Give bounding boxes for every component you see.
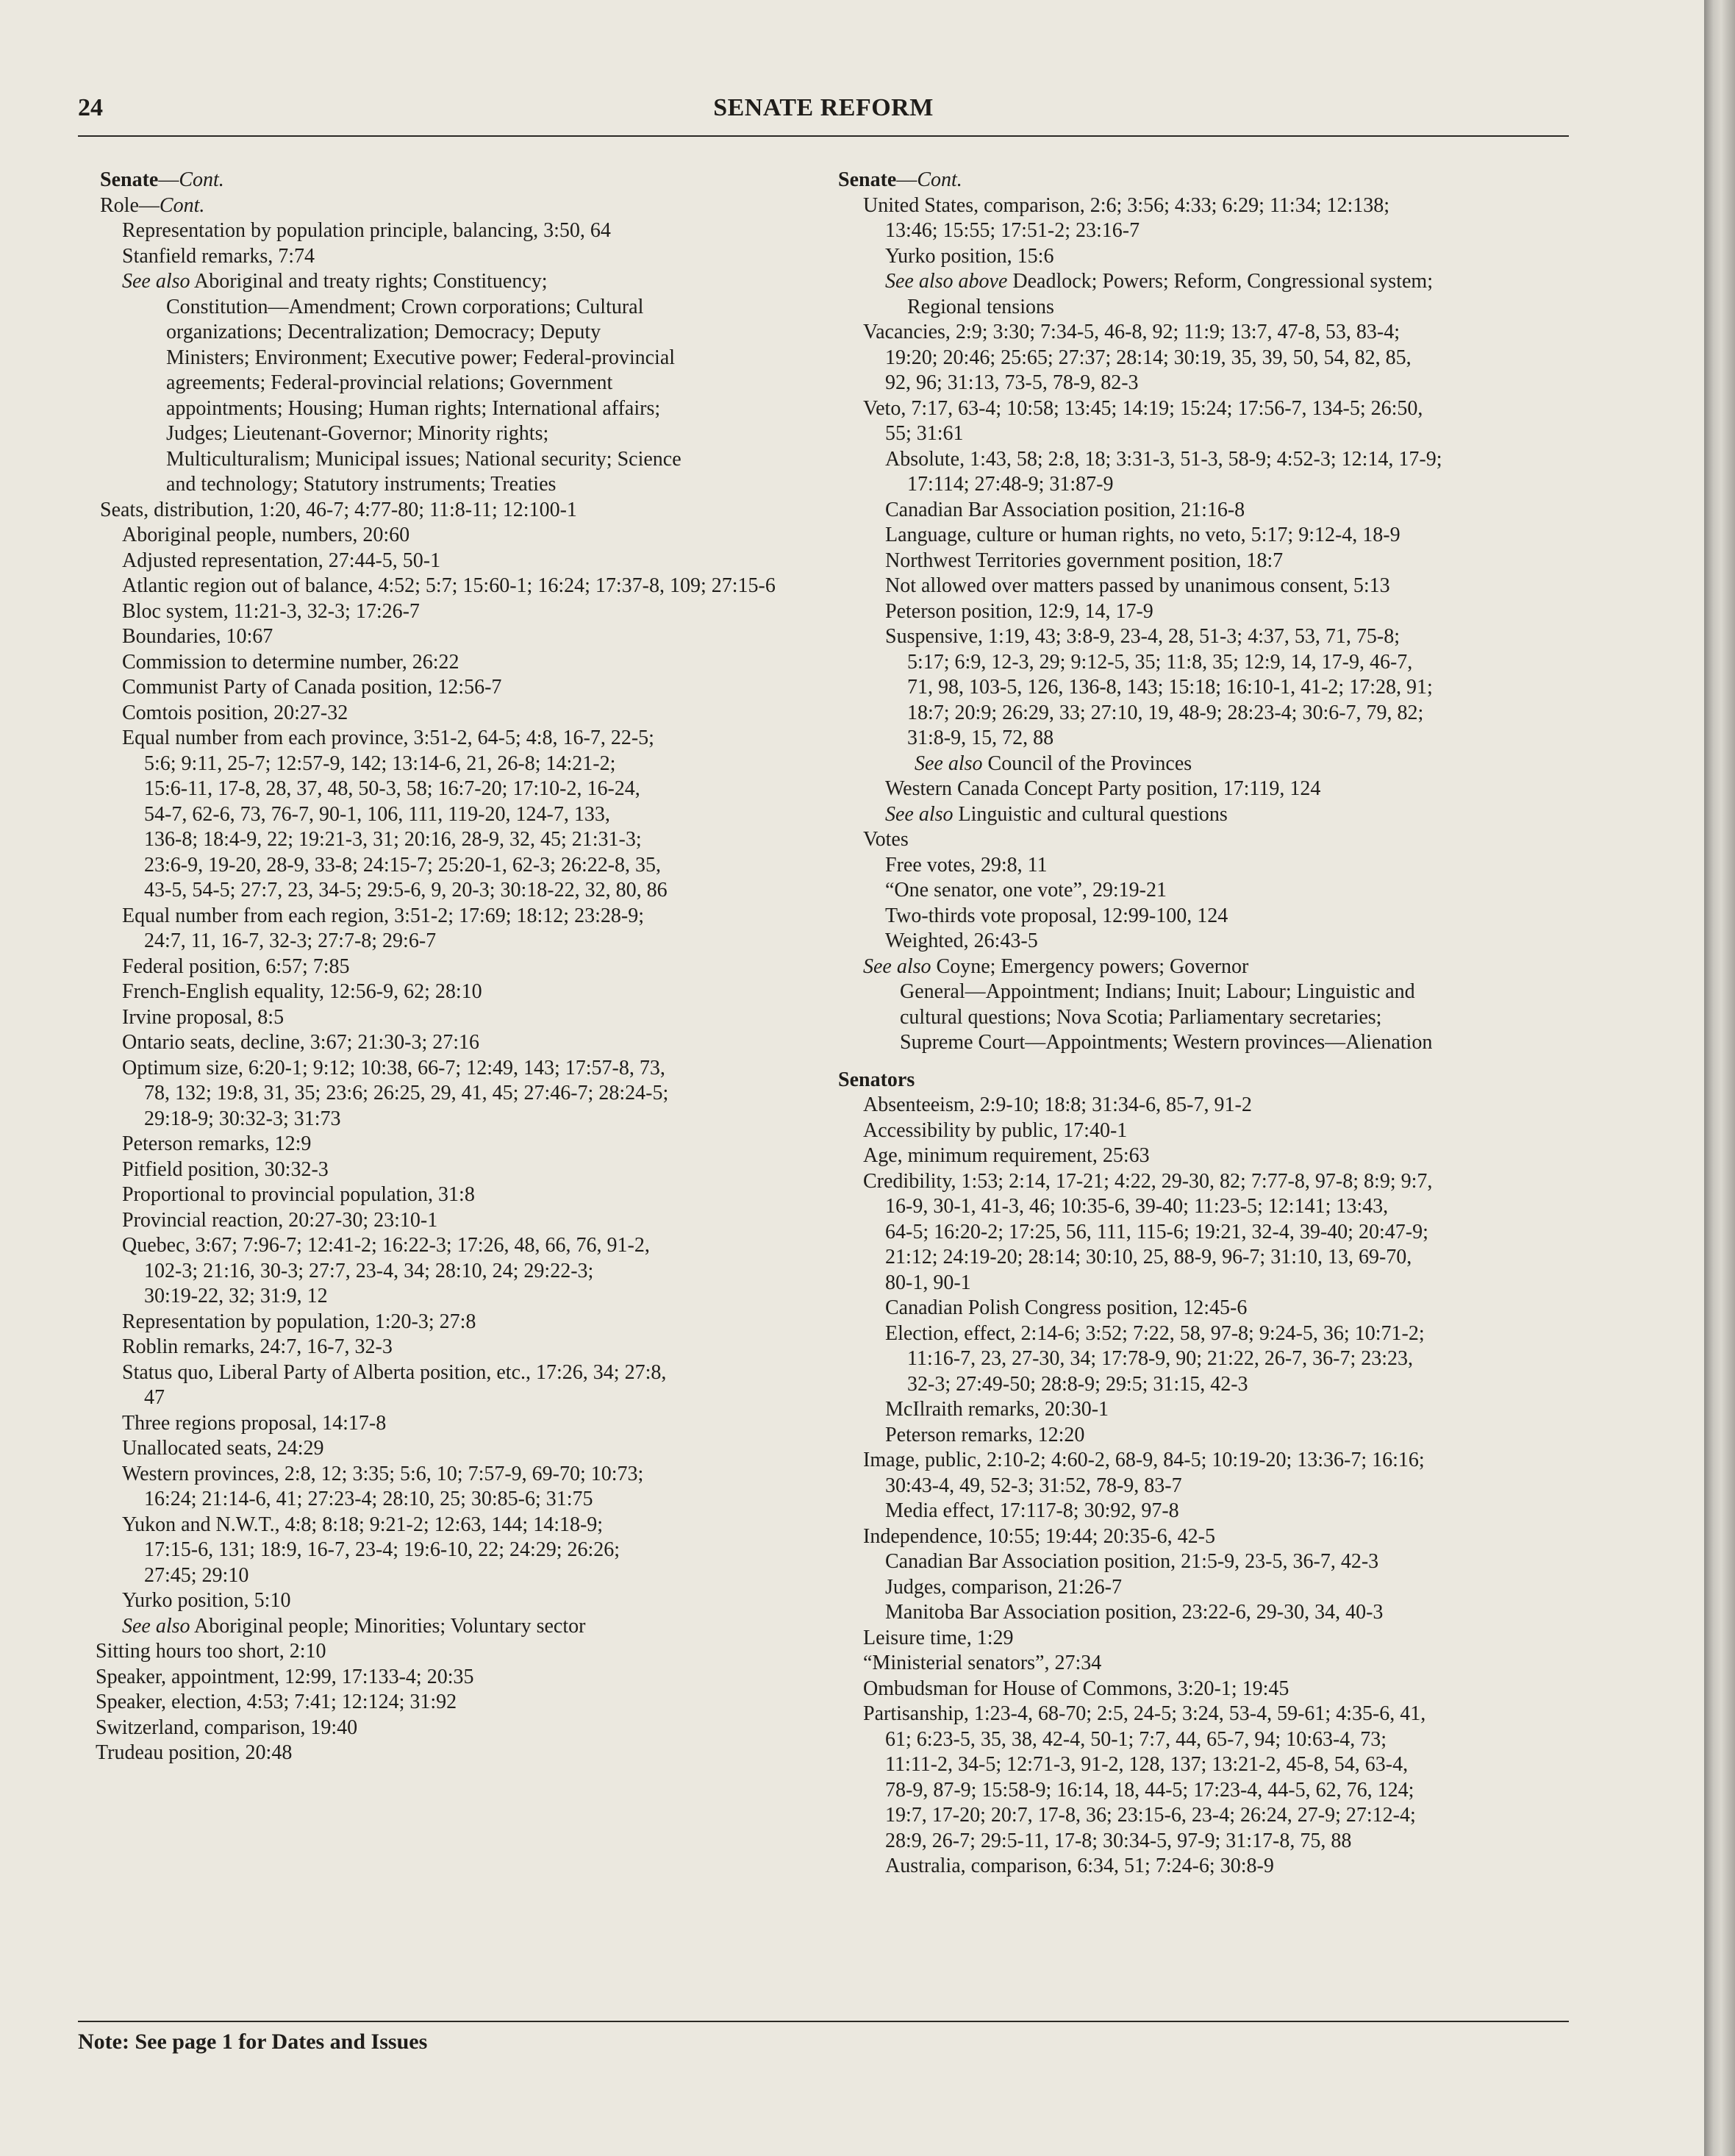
- index-entry: [838, 421, 1581, 447]
- index-text: Vacancies, 2:9; 3:30; 7:34-5, 46-8, 92; 11:9; 13:7, 47-8, 53, 83-4;: [863, 321, 1400, 343]
- index-column-left: [78, 168, 798, 1766]
- index-text: appointments; Housing; Human rights; International affairs;: [166, 396, 661, 420]
- index-italic-text: See also: [122, 1614, 190, 1638]
- index-text: Adjusted representation, 27:44-5, 50-1: [122, 549, 441, 572]
- index-entry: [838, 726, 1581, 752]
- index-entry: [78, 1157, 798, 1183]
- index-heading: Senators: [838, 1068, 915, 1091]
- index-entry: [78, 929, 798, 954]
- index-text: Unallocated seats, 24:29: [122, 1437, 324, 1460]
- index-text: Suspensive, 1:19, 43; 3:8-9, 23-4, 28, 51-3; 4:37, 53, 71, 75-8;: [885, 625, 1400, 648]
- index-italic-text: See also: [915, 752, 983, 775]
- index-text: Ombudsman for House of Commons, 3:20-1; 19:45: [863, 1677, 1289, 1700]
- index-entry: [838, 1651, 1581, 1677]
- index-entry: [78, 1360, 798, 1386]
- index-entry: [78, 1639, 798, 1665]
- index-italic-text: See also: [885, 802, 954, 826]
- index-entry: [838, 675, 1581, 701]
- index-entry: [78, 1030, 798, 1056]
- index-entry: [78, 421, 798, 447]
- index-text: Multiculturalism; Municipal issues; National security; Science: [166, 447, 682, 471]
- index-text: 16-9, 30-1, 41-3, 46; 10:35-6, 39-40; 11:23-5; 12:141; 13:43,: [885, 1195, 1389, 1218]
- index-text: 19:20; 20:46; 25:65; 27:37; 28:14; 30:19, 35, 39, 50, 54, 82, 85,: [885, 346, 1412, 369]
- index-entry: [78, 802, 798, 828]
- index-entry: [838, 929, 1581, 954]
- index-entry: [78, 624, 798, 650]
- index-text: United States, comparison, 2:6; 3:56; 4:33; 6:29; 11:34; 12:138;: [863, 193, 1390, 217]
- index-text: Ministers; Environment; Executive power; Federal-provincial: [166, 346, 676, 369]
- index-text: Equal number from each region, 3:51-2; 17:69; 18:12; 23:28-9;: [122, 904, 644, 927]
- index-entry: [838, 498, 1581, 524]
- index-entry: [838, 1169, 1581, 1195]
- index-entry: [78, 853, 798, 879]
- index-text: Credibility, 1:53; 2:14, 17-21; 4:22, 29-30, 82; 7:77-8, 97-8; 8:9; 9:7,: [863, 1169, 1433, 1193]
- index-text: Aboriginal people; Minorities; Voluntary sector: [190, 1614, 586, 1638]
- index-text: Constitution—Amendment; Crown corporations; Cultural: [166, 295, 644, 318]
- index-text: General—Appointment; Indians; Inuit; Labour; Linguistic and: [900, 980, 1415, 1003]
- index-text: Yurko position, 5:10: [122, 1589, 291, 1612]
- index-text: Council of the Provinces: [982, 752, 1192, 775]
- index-text: Australia, comparison, 6:34, 51; 7:24-6; 30:8-9: [885, 1855, 1274, 1877]
- index-text: Regional tensions: [907, 295, 1054, 318]
- index-text: Ontario seats, decline, 3:67; 21:30-3; 27:16: [122, 1031, 480, 1054]
- index-entry: [78, 1741, 798, 1766]
- index-text: McIlraith remarks, 20:30-1: [885, 1398, 1109, 1421]
- index-text: Status quo, Liberal Party of Alberta position, etc., 17:26, 34; 27:8,: [122, 1360, 667, 1384]
- index-entry: [838, 1499, 1581, 1524]
- index-text: 43-5, 54-5; 27:7, 23, 34-5; 29:5-6, 9, 20-3; 30:18-22, 32, 80, 86: [144, 879, 668, 902]
- index-text: Yurko position, 15:6: [885, 244, 1054, 268]
- index-entry: [838, 523, 1581, 549]
- index-entry: [838, 979, 1581, 1005]
- index-text: Absenteeism, 2:9-10; 18:8; 31:34-6, 85-7, 91-2: [863, 1093, 1252, 1116]
- index-entry: [78, 1563, 798, 1589]
- index-text: Atlantic region out of balance, 4:52; 5:7; 15:60-1; 16:24; 17:37-8, 109; 27:15-6: [122, 574, 776, 597]
- page-number: 24: [78, 94, 103, 121]
- index-text: Role—: [100, 193, 160, 217]
- index-entry: [838, 650, 1581, 676]
- index-text: Linguistic and cultural questions: [953, 802, 1228, 826]
- index-entry: [78, 371, 798, 396]
- index-entry: [78, 1005, 798, 1031]
- index-entry: [78, 269, 798, 295]
- index-entry: [78, 168, 798, 193]
- index-entry: [838, 447, 1581, 473]
- index-entry: [78, 1614, 798, 1640]
- index-text: organizations; Decentralization; Democracy; Deputy: [166, 321, 601, 343]
- index-text: 16:24; 21:14-6, 41; 27:23-4; 28:10, 25; 30:85-6; 31:75: [144, 1488, 593, 1510]
- index-entry: [838, 1271, 1581, 1296]
- index-entry: [78, 320, 798, 346]
- index-entry: [838, 1829, 1581, 1855]
- index-entry: [838, 295, 1581, 321]
- index-entry: [838, 1220, 1581, 1246]
- index-text: Sitting hours too short, 2:10: [96, 1640, 326, 1663]
- index-entry: [838, 1677, 1581, 1702]
- header-rule: [78, 135, 1569, 137]
- index-text: Peterson position, 12:9, 14, 17-9: [885, 599, 1153, 623]
- index-text: Accessibility by public, 17:40-1: [863, 1118, 1128, 1142]
- index-entry: [78, 396, 798, 422]
- index-text: Free votes, 29:8, 11: [885, 853, 1048, 877]
- index-entry: [78, 904, 798, 929]
- index-text: 80-1, 90-1: [885, 1271, 971, 1294]
- index-entry: [78, 827, 798, 853]
- index-text: Roblin remarks, 24:7, 16-7, 32-3: [122, 1335, 393, 1358]
- index-entry: [838, 320, 1581, 346]
- index-entry: [838, 1245, 1581, 1271]
- index-text: 13:46; 15:55; 17:51-2; 23:16-7: [885, 219, 1140, 242]
- index-entry: [838, 827, 1581, 853]
- index-text: Speaker, election, 4:53; 7:41; 12:124; 31:92: [96, 1691, 457, 1713]
- index-text: Commission to determine number, 26:22: [122, 650, 459, 674]
- index-text: 55; 31:61: [885, 422, 964, 445]
- index-entry: [838, 1626, 1581, 1652]
- index-entry: [838, 853, 1581, 879]
- index-entry: [838, 878, 1581, 904]
- index-entry: [838, 1068, 1581, 1093]
- index-entry: [78, 1208, 798, 1234]
- index-text: Yukon and N.W.T., 4:8; 8:18; 9:21-2; 12:63, 144; 14:18-9;: [122, 1513, 604, 1536]
- index-text: 5:6; 9:11, 25-7; 12:57-9, 142; 13:14-6, 21, 26-8; 14:21-2;: [144, 752, 616, 775]
- index-text: 23:6-9, 19-20, 28-9, 33-8; 24:15-7; 25:20-1, 62-3; 26:22-8, 35,: [144, 853, 662, 877]
- index-entry: [838, 1600, 1581, 1626]
- index-text: 17:15-6, 131; 18:9, 16-7, 23-4; 19:6-10, 22; 24:29; 26:26;: [144, 1538, 620, 1561]
- footer-rule: [78, 2021, 1569, 2022]
- index-text: Two-thirds vote proposal, 12:99-100, 124: [885, 904, 1228, 927]
- index-entry: [838, 1854, 1581, 1880]
- index-entry: [838, 269, 1581, 295]
- index-entry: [838, 802, 1581, 828]
- index-entry: [78, 1182, 798, 1208]
- index-text: 30:43-4, 49, 52-3; 31:52, 78-9, 83-7: [885, 1474, 1182, 1497]
- index-entry: [78, 1513, 798, 1538]
- index-text: Peterson remarks, 12:9: [122, 1132, 312, 1155]
- index-entry: [78, 752, 798, 777]
- index-entry: [838, 1030, 1581, 1056]
- index-text: Election, effect, 2:14-6; 3:52; 7:22, 58, 97-8; 9:24-5, 36; 10:71-2;: [885, 1321, 1425, 1345]
- index-text: 11:11-2, 34-5; 12:71-3, 91-2, 128, 137; 13:21-2, 45-8, 54, 63-4,: [885, 1753, 1409, 1776]
- index-text: 21:12; 24:19-20; 28:14; 30:10, 25, 88-9, 96-7; 31:10, 13, 69-70,: [885, 1246, 1412, 1268]
- index-entry: [78, 1132, 798, 1157]
- index-text: Comtois position, 20:27-32: [122, 701, 348, 724]
- index-entry: [838, 1372, 1581, 1398]
- index-text: 136-8; 18:4-9, 22; 19:21-3, 31; 20:16, 28-9, 32, 45; 21:31-3;: [144, 828, 642, 851]
- index-text: and technology; Statutory instruments; Treaties: [166, 473, 557, 496]
- index-entry: [78, 498, 798, 524]
- index-entry: [838, 1549, 1581, 1575]
- index-text: Canadian Polish Congress position, 12:45-6: [885, 1296, 1248, 1319]
- index-text: “One senator, one vote”, 29:19-21: [885, 879, 1167, 902]
- index-text: Judges; Lieutenant-Governor; Minority rights;: [166, 422, 549, 445]
- index-entry: [838, 346, 1581, 371]
- index-text: Representation by population principle, balancing, 3:50, 64: [122, 219, 611, 242]
- page-title: SENATE REFORM: [713, 94, 934, 121]
- index-italic-text: Cont.: [917, 168, 962, 191]
- index-entry: [78, 549, 798, 574]
- index-text: Federal position, 6:57; 7:85: [122, 954, 350, 978]
- index-text: 30:19-22, 32; 31:9, 12: [144, 1285, 328, 1307]
- index-entry: [838, 1752, 1581, 1778]
- index-entry: [78, 599, 798, 625]
- index-text: Aboriginal people, numbers, 20:60: [122, 524, 410, 546]
- index-text: Three regions proposal, 14:17-8: [122, 1411, 387, 1435]
- index-text: Irvine proposal, 8:5: [122, 1005, 285, 1029]
- index-italic-text: Cont.: [179, 168, 224, 191]
- index-entry: [838, 624, 1581, 650]
- index-entry: [838, 1778, 1581, 1804]
- index-text: 31:8-9, 15, 72, 88: [907, 727, 1054, 749]
- index-text: Bloc system, 11:21-3, 32-3; 17:26-7: [122, 599, 420, 623]
- index-italic-text: Cont.: [159, 193, 205, 217]
- index-entry: [838, 701, 1581, 727]
- index-text: Peterson remarks, 12:20: [885, 1423, 1085, 1446]
- index-entry: [78, 193, 798, 219]
- index-text: Independence, 10:55; 19:44; 20:35-6, 42-5: [863, 1524, 1216, 1548]
- index-entry: [838, 1346, 1581, 1372]
- index-text: 61; 6:23-5, 35, 38, 42-4, 50-1; 7:7, 44, 65-7, 94; 10:63-4, 73;: [885, 1727, 1387, 1751]
- index-entry: [78, 701, 798, 727]
- index-entry: [78, 675, 798, 701]
- index-text: Pitfield position, 30:32-3: [122, 1157, 329, 1181]
- index-entry: [838, 1397, 1581, 1423]
- index-heading: Senate: [838, 168, 897, 191]
- index-italic-text: See also: [122, 270, 190, 293]
- index-text: 11:16-7, 23, 27-30, 34; 17:78-9, 90; 21:22, 26-7, 36-7; 23:23,: [907, 1347, 1414, 1370]
- index-text: Image, public, 2:10-2; 4:60-2, 68-9, 84-5; 10:19-20; 13:36-7; 16:16;: [863, 1449, 1425, 1471]
- index-text: 78, 132; 19:8, 31, 35; 23:6; 26:25, 29, 41, 45; 27:46-7; 28:24-5;: [144, 1082, 669, 1104]
- index-text: Weighted, 26:43-5: [885, 929, 1038, 952]
- index-text: 47: [144, 1386, 165, 1409]
- index-text: Quebec, 3:67; 7:96-7; 12:41-2; 16:22-3; 17:26, 48, 66, 76, 91-2,: [122, 1234, 650, 1257]
- index-entry: [838, 193, 1581, 219]
- index-column-right: [838, 168, 1581, 1880]
- index-entry: [838, 752, 1581, 777]
- index-text: Media effect, 17:117-8; 30:92, 97-8: [885, 1499, 1179, 1522]
- index-text: Representation by population, 1:20-3; 27:8: [122, 1310, 476, 1333]
- index-text: Communist Party of Canada position, 12:56-7: [122, 676, 502, 699]
- index-entry: [78, 1107, 798, 1132]
- index-text: Coyne; Emergency powers; Governor: [931, 954, 1249, 978]
- index-text: Optimum size, 6:20-1; 9:12; 10:38, 66-7; 12:49, 143; 17:57-8, 73,: [122, 1056, 665, 1079]
- index-entry: [838, 777, 1581, 802]
- index-text: 18:7; 20:9; 26:29, 33; 27:10, 19, 48-9; 28:23-4; 30:6-7, 79, 82;: [907, 701, 1424, 724]
- index-text: 5:17; 6:9, 12-3, 29; 9:12-5, 35; 11:8, 35; 12:9, 14, 17-9, 46-7,: [907, 650, 1413, 674]
- section-gap: [838, 1056, 1581, 1068]
- index-text: Language, culture or human rights, no veto, 5:17; 9:12-4, 18-9: [885, 524, 1400, 546]
- page-edge-shadow: [1704, 0, 1735, 2156]
- index-entry: [78, 244, 798, 270]
- index-entry: [78, 1487, 798, 1513]
- index-entry: [838, 1005, 1581, 1031]
- index-text: Western Canada Concept Party position, 17:119, 124: [885, 777, 1321, 800]
- index-text: Aboriginal and treaty rights; Constituency;: [190, 270, 548, 293]
- index-entry: [838, 954, 1581, 980]
- index-entry: [838, 1321, 1581, 1347]
- index-entry: [78, 523, 798, 549]
- index-entry: [78, 650, 798, 676]
- index-text: Trudeau position, 20:48: [96, 1741, 293, 1764]
- index-text: 92, 96; 31:13, 73-5, 78-9, 82-3: [885, 371, 1139, 394]
- index-entry: [78, 1310, 798, 1335]
- index-entry: [78, 1588, 798, 1614]
- index-text: Switzerland, comparison, 19:40: [96, 1716, 358, 1739]
- index-text: 29:18-9; 30:32-3; 31:73: [144, 1107, 341, 1130]
- index-entry: [838, 1448, 1581, 1474]
- index-entry: [78, 574, 798, 599]
- index-entry: [838, 396, 1581, 422]
- index-entry: [838, 472, 1581, 498]
- index-entry: [78, 979, 798, 1005]
- index-entry: [78, 1716, 798, 1741]
- index-text: Western provinces, 2:8, 12; 3:35; 5:6, 10; 7:57-9, 69-70; 10:73;: [122, 1462, 644, 1485]
- index-entry: [78, 1665, 798, 1691]
- index-text: —: [158, 168, 179, 191]
- index-entry: [838, 371, 1581, 396]
- index-entry: [78, 295, 798, 321]
- index-italic-text: See also above: [885, 270, 1008, 293]
- index-entry: [838, 1727, 1581, 1753]
- index-text: Canadian Bar Association position, 21:16-8: [885, 498, 1245, 521]
- page-header: [78, 94, 1569, 138]
- index-entry: [838, 244, 1581, 270]
- index-text: cultural questions; Nova Scotia; Parliamentary secretaries;: [900, 1005, 1382, 1029]
- index-entry: [78, 1259, 798, 1285]
- index-text: 32-3; 27:49-50; 28:8-9; 29:5; 31:15, 42-3: [907, 1372, 1248, 1396]
- index-text: Equal number from each province, 3:51-2, 64-5; 4:8, 16-7, 22-5;: [122, 727, 654, 749]
- index-entry: [78, 1462, 798, 1488]
- index-text: Manitoba Bar Association position, 23:22-6, 29-30, 34, 40-3: [885, 1601, 1384, 1624]
- index-text: Judges, comparison, 21:26-7: [885, 1575, 1122, 1599]
- index-text: —: [896, 168, 917, 191]
- index-entry: [78, 726, 798, 752]
- index-entry: [838, 1702, 1581, 1727]
- index-entry: [838, 1296, 1581, 1321]
- index-text: Proportional to provincial population, 31:8: [122, 1183, 475, 1206]
- index-text: Absolute, 1:43, 58; 2:8, 18; 3:31-3, 51-3, 58-9; 4:52-3; 12:14, 17-9;: [885, 447, 1442, 471]
- index-entry: [78, 1081, 798, 1107]
- index-entry: [838, 1194, 1581, 1220]
- index-entry: [78, 878, 798, 904]
- index-text: Age, minimum requirement, 25:63: [863, 1144, 1150, 1167]
- index-text: French-English equality, 12:56-9, 62; 28:10: [122, 980, 482, 1003]
- index-entry: [838, 1524, 1581, 1550]
- index-text: 19:7, 17-20; 20:7, 17-8, 36; 23:15-6, 23-4; 26:24, 27-9; 27:12-4;: [885, 1804, 1416, 1827]
- index-text: Votes: [863, 828, 909, 851]
- index-text: Speaker, appointment, 12:99, 17:133-4; 20:35: [96, 1665, 474, 1688]
- index-entry: [78, 777, 798, 802]
- index-entry: [838, 1575, 1581, 1601]
- index-entry: [838, 1423, 1581, 1449]
- index-entry: [838, 168, 1581, 193]
- index-entry: [78, 1538, 798, 1563]
- index-entry: [838, 1093, 1581, 1118]
- index-text: 28:9, 26-7; 29:5-11, 17-8; 30:34-5, 97-9; 31:17-8, 75, 88: [885, 1829, 1352, 1852]
- index-entry: [838, 904, 1581, 929]
- index-text: 24:7, 11, 16-7, 32-3; 27:7-8; 29:6-7: [144, 929, 437, 952]
- index-entry: [78, 1411, 798, 1437]
- index-entry: [78, 346, 798, 371]
- index-entry: [78, 1436, 798, 1462]
- index-entry: [838, 574, 1581, 599]
- index-text: 27:45; 29:10: [144, 1563, 249, 1587]
- index-text: 102-3; 21:16, 30-3; 27:7, 23-4, 34; 28:10, 24; 29:22-3;: [144, 1259, 594, 1282]
- index-text: 15:6-11, 17-8, 28, 37, 48, 50-3, 58; 16:7-20; 17:10-2, 16-24,: [144, 777, 640, 800]
- index-text: agreements; Federal-provincial relations; Government: [166, 371, 613, 394]
- index-text: Partisanship, 1:23-4, 68-70; 2:5, 24-5; 3:24, 53-4, 59-61; 4:35-6, 41,: [863, 1702, 1426, 1725]
- index-entry: [838, 549, 1581, 574]
- index-text: Deadlock; Powers; Reform, Congressional system;: [1007, 270, 1433, 293]
- index-text: Provincial reaction, 20:27-30; 23:10-1: [122, 1208, 438, 1232]
- index-text: “Ministerial senators”, 27:34: [863, 1652, 1102, 1674]
- index-entry: [78, 954, 798, 980]
- index-entry: [78, 1335, 798, 1360]
- index-text: Veto, 7:17, 63-4; 10:58; 13:45; 14:19; 15:24; 17:56-7, 134-5; 26:50,: [863, 396, 1423, 420]
- index-text: 78-9, 87-9; 15:58-9; 16:14, 18, 44-5; 17:23-4, 44-5, 62, 76, 124;: [885, 1778, 1414, 1802]
- index-text: 17:114; 27:48-9; 31:87-9: [907, 473, 1114, 496]
- index-text: Canadian Bar Association position, 21:5-9, 23-5, 36-7, 42-3: [885, 1550, 1379, 1573]
- index-text: Leisure time, 1:29: [863, 1626, 1014, 1649]
- index-text: 64-5; 16:20-2; 17:25, 56, 111, 115-6; 19:21, 32-4, 39-40; 20:47-9;: [885, 1220, 1428, 1243]
- index-entry: [78, 1284, 798, 1310]
- index-entry: [838, 599, 1581, 625]
- index-text: Boundaries, 10:67: [122, 625, 273, 648]
- index-entry: [838, 1143, 1581, 1169]
- footer-note: Note: See page 1 for Dates and Issues: [78, 2030, 428, 2054]
- index-entry: [78, 1385, 798, 1411]
- index-entry: [78, 1056, 798, 1082]
- index-text: 54-7, 62-6, 73, 76-7, 90-1, 106, 111, 119-20, 124-7, 133,: [144, 802, 610, 826]
- index-heading: Senate: [100, 168, 159, 191]
- index-text: Northwest Territories government position, 18:7: [885, 549, 1284, 572]
- index-entry: [838, 218, 1581, 244]
- index-entry: [78, 1690, 798, 1716]
- index-entry: [838, 1474, 1581, 1499]
- index-entry: [78, 447, 798, 473]
- index-text: Supreme Court—Appointments; Western provinces—Alienation: [900, 1031, 1433, 1054]
- index-entry: [838, 1118, 1581, 1144]
- index-text: Not allowed over matters passed by unanimous consent, 5:13: [885, 574, 1390, 597]
- index-entry: [838, 1803, 1581, 1829]
- index-text: Stanfield remarks, 7:74: [122, 244, 315, 268]
- index-entry: [78, 1233, 798, 1259]
- index-entry: [78, 218, 798, 244]
- index-italic-text: See also: [863, 954, 931, 978]
- index-text: 71, 98, 103-5, 126, 136-8, 143; 15:18; 16:10-1, 41-2; 17:28, 91;: [907, 676, 1433, 699]
- index-text: Seats, distribution, 1:20, 46-7; 4:77-80; 11:8-11; 12:100-1: [100, 498, 577, 521]
- index-entry: [78, 472, 798, 498]
